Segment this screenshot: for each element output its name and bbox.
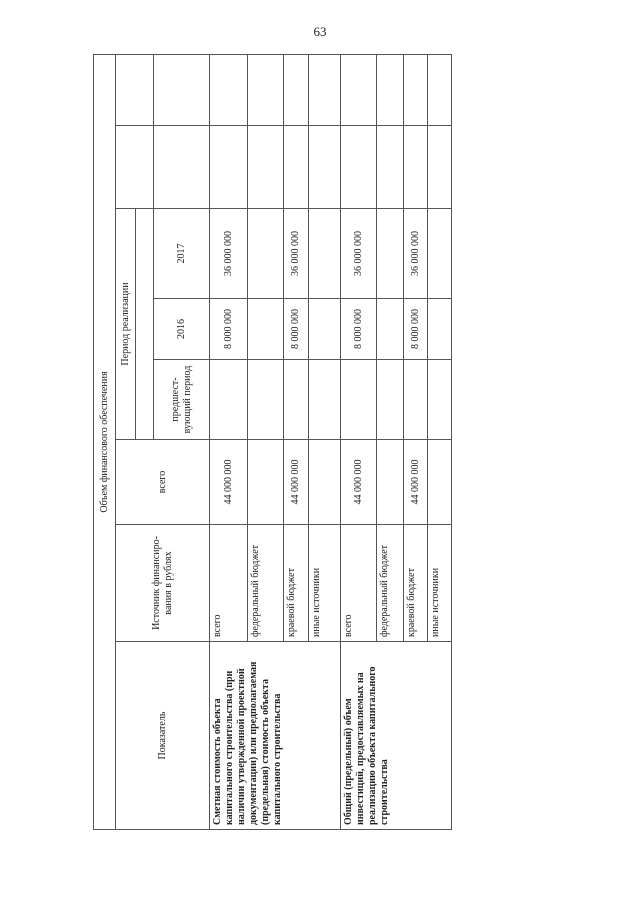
prev-cell bbox=[341, 360, 377, 440]
source-cell: всего bbox=[341, 525, 377, 642]
spacer-cell bbox=[428, 54, 452, 125]
spacer-cell bbox=[116, 126, 154, 209]
total-cell bbox=[309, 440, 341, 525]
indicator-cell: Сметная стоимость объекта капитального строительства (при наличии утвержденной проектной документации) или предполагаемая (предельная) стоимость объекта капитального строительства bbox=[210, 642, 341, 830]
y2017-cell: 36 000 000 bbox=[341, 209, 377, 299]
spacer-cell bbox=[309, 54, 341, 125]
prev-cell bbox=[309, 360, 341, 440]
spacer-cell bbox=[248, 54, 284, 125]
spacer-cell bbox=[248, 126, 284, 209]
source-cell: федеральный бюджет bbox=[248, 525, 284, 642]
year-2016-header: 2016 bbox=[154, 299, 210, 360]
indicator-header: Показатель bbox=[116, 642, 210, 830]
source-cell: иные источники bbox=[309, 525, 341, 642]
prev-cell bbox=[377, 360, 404, 440]
spacer-cell bbox=[210, 126, 248, 209]
y2017-cell: 36 000 000 bbox=[404, 209, 428, 299]
spacer-cell bbox=[404, 126, 428, 209]
spacer-cell bbox=[377, 54, 404, 125]
spacer-cell bbox=[284, 54, 309, 125]
prev-cell bbox=[210, 360, 248, 440]
source-cell: иные источники bbox=[428, 525, 452, 642]
y2017-cell bbox=[248, 209, 284, 299]
page-number: 63 bbox=[313, 24, 327, 39]
source-cell: всего bbox=[210, 525, 248, 642]
spacer-cell bbox=[428, 126, 452, 209]
prev-period-header: предшест-вующий период bbox=[154, 360, 210, 440]
prev-cell bbox=[428, 360, 452, 440]
total-cell: 44 000 000 bbox=[341, 440, 377, 525]
spacer-cell bbox=[284, 126, 309, 209]
spacer-cell bbox=[404, 54, 428, 125]
y2016-cell: 8 000 000 bbox=[404, 299, 428, 360]
prev-cell bbox=[284, 360, 309, 440]
spacer-cell bbox=[154, 54, 210, 125]
y2017-cell bbox=[428, 209, 452, 299]
spacer-cell bbox=[309, 126, 341, 209]
total-cell bbox=[248, 440, 284, 525]
rotated-table-area bbox=[93, 55, 441, 830]
period-header: Период реализации bbox=[116, 209, 136, 440]
total-cell: 44 000 000 bbox=[210, 440, 248, 525]
source-cell: федеральный бюджет bbox=[377, 525, 404, 642]
source-cell: краевой бюджет bbox=[404, 525, 428, 642]
spacer-cell bbox=[341, 54, 377, 125]
total-cell bbox=[377, 440, 404, 525]
spacer-cell bbox=[210, 54, 248, 125]
y2017-cell bbox=[377, 209, 404, 299]
prev-cell bbox=[248, 360, 284, 440]
total-cell: 44 000 000 bbox=[284, 440, 309, 525]
group-header: Объем финансового обеспечения bbox=[94, 54, 116, 829]
source-header: Источник финансиро-вания в рублях bbox=[116, 525, 210, 642]
y2016-cell: 8 000 000 bbox=[284, 299, 309, 360]
table-wrapper bbox=[93, 55, 441, 830]
y2017-cell: 36 000 000 bbox=[210, 209, 248, 299]
spacer-cell bbox=[377, 126, 404, 209]
y2017-cell bbox=[309, 209, 341, 299]
y2017-cell: 36 000 000 bbox=[284, 209, 309, 299]
spacer-cell bbox=[154, 126, 210, 209]
spacer-cell bbox=[341, 126, 377, 209]
y2016-cell bbox=[309, 299, 341, 360]
y2016-cell: 8 000 000 bbox=[341, 299, 377, 360]
y2016-cell bbox=[248, 299, 284, 360]
prev-cell bbox=[404, 360, 428, 440]
total-cell bbox=[428, 440, 452, 525]
total-cell: 44 000 000 bbox=[404, 440, 428, 525]
indicator-cell: Общий (предельный) объем инвестиций, предоставляемых на реализацию объекта капитального строительства bbox=[341, 642, 452, 830]
financing-table bbox=[93, 54, 452, 830]
source-cell: краевой бюджет bbox=[284, 525, 309, 642]
spacer-cell bbox=[136, 209, 154, 440]
y2016-cell bbox=[377, 299, 404, 360]
y2016-cell: 8 000 000 bbox=[210, 299, 248, 360]
total-header: всего bbox=[116, 440, 210, 525]
spacer-cell bbox=[116, 54, 154, 125]
y2016-cell bbox=[428, 299, 452, 360]
year-2017-header: 2017 bbox=[154, 209, 210, 299]
